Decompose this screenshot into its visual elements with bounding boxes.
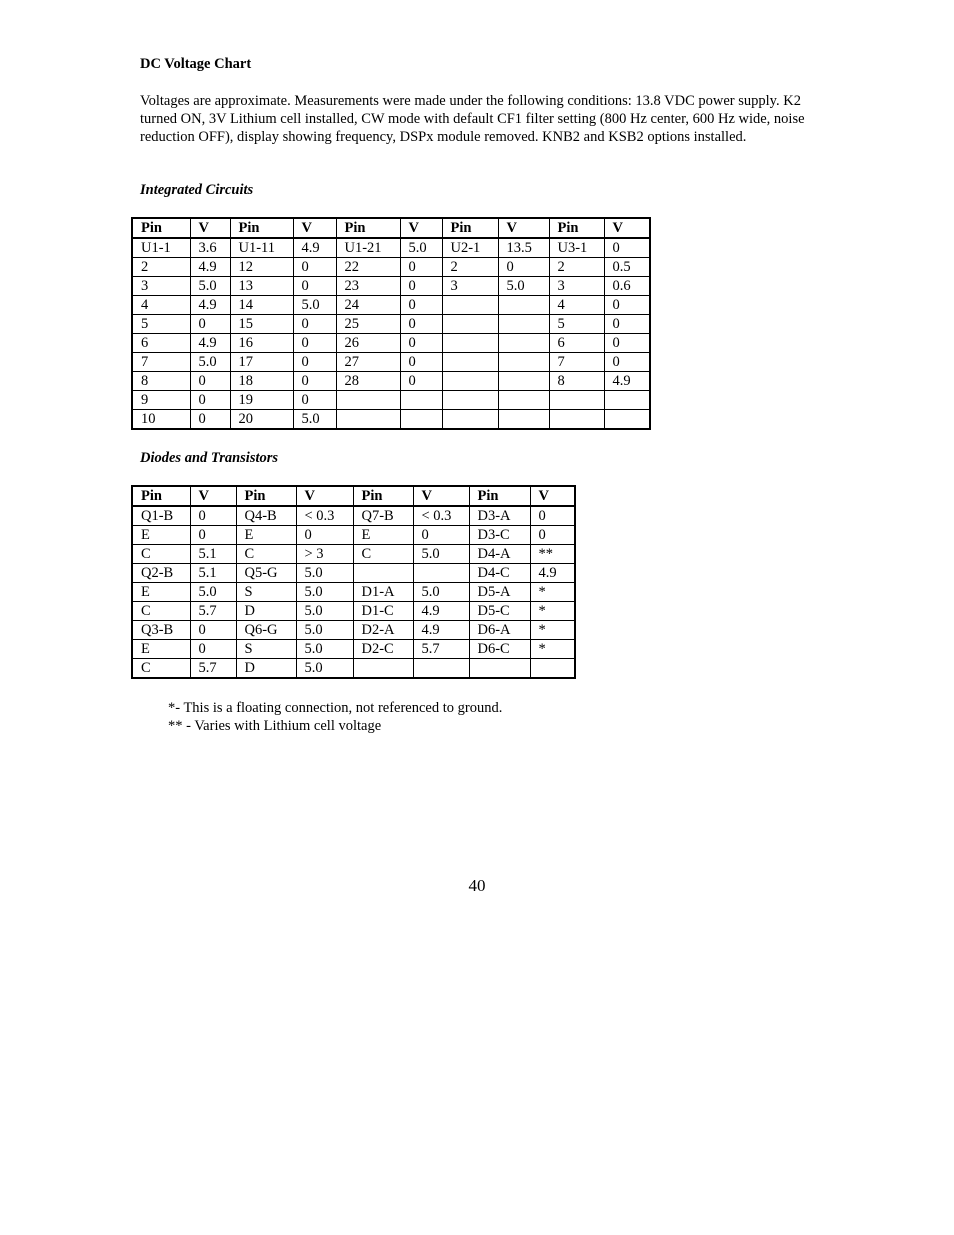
page-title: DC Voltage Chart [140, 56, 252, 72]
voltage-cell [530, 659, 575, 679]
voltage-cell: 5.0 [296, 640, 353, 659]
pin-cell: D1-C [353, 602, 413, 621]
voltage-cell: 0 [190, 640, 236, 659]
pin-cell [336, 391, 400, 410]
voltage-cell: 0.6 [604, 277, 650, 296]
table-row [132, 583, 575, 602]
pin-cell: 4 [549, 296, 604, 315]
voltage-cell: 0 [400, 353, 442, 372]
pin-cell: E [236, 526, 296, 545]
column-header: V [293, 218, 336, 238]
voltage-cell [413, 659, 469, 679]
voltage-cell: 0 [293, 334, 336, 353]
pin-cell: C [132, 602, 190, 621]
voltage-cell: 5.0 [296, 659, 353, 679]
pin-cell [549, 410, 604, 430]
column-header: V [190, 486, 236, 506]
pin-cell: 23 [336, 277, 400, 296]
column-header: Pin [469, 486, 530, 506]
voltage-cell: 4.9 [604, 372, 650, 391]
voltage-cell [498, 410, 549, 430]
pin-cell: D2-A [353, 621, 413, 640]
pin-cell: C [132, 659, 190, 679]
voltage-cell [498, 353, 549, 372]
pin-cell [442, 296, 498, 315]
voltage-cell: 0 [604, 315, 650, 334]
pin-cell: C [236, 545, 296, 564]
pin-cell: 19 [230, 391, 293, 410]
pin-cell: 6 [132, 334, 190, 353]
voltage-cell: 0 [293, 391, 336, 410]
voltage-cell: 0 [190, 526, 236, 545]
voltage-cell: 5.0 [190, 277, 230, 296]
ic-voltage-table [131, 217, 651, 430]
table-row [132, 545, 575, 564]
voltage-cell: * [530, 621, 575, 640]
table-row [132, 640, 575, 659]
pin-cell: 2 [132, 258, 190, 277]
column-header: V [296, 486, 353, 506]
voltage-cell: * [530, 640, 575, 659]
diodes-transistors-voltage-table [131, 485, 576, 679]
pin-cell: S [236, 583, 296, 602]
voltage-cell [604, 410, 650, 430]
pin-cell: 4 [132, 296, 190, 315]
voltage-cell: 5.0 [413, 545, 469, 564]
voltage-cell [498, 296, 549, 315]
pin-cell: D5-A [469, 583, 530, 602]
pin-cell: Q1-B [132, 506, 190, 526]
voltage-cell: 0 [530, 526, 575, 545]
voltage-cell: 0 [190, 410, 230, 430]
pin-cell: 13 [230, 277, 293, 296]
pin-cell: D2-C [353, 640, 413, 659]
voltage-cell: 4.9 [190, 334, 230, 353]
voltage-cell: 0 [293, 258, 336, 277]
pin-cell: D [236, 602, 296, 621]
table-row [132, 410, 650, 430]
voltage-cell: 5.1 [190, 564, 236, 583]
voltage-cell: 0 [400, 258, 442, 277]
table-row [132, 391, 650, 410]
table-row [132, 506, 575, 526]
table-row [132, 621, 575, 640]
voltage-cell: 13.5 [498, 238, 549, 258]
voltage-cell: 3.6 [190, 238, 230, 258]
intro-paragraph: Voltages are approximate. Measurements were made under the following conditions: 13.8 VDC power supply. K2 turned ON, 3V Lithium cell installed, CW mode with default CF1 filter setting (800 Hz center, 600 Hz wide, noise reduction OFF), display showing frequency, DSPx module removed. KNB2 and KSB2 options installed. [140, 93, 805, 145]
table-row [132, 372, 650, 391]
column-header: Pin [132, 486, 190, 506]
voltage-cell: 5.0 [293, 410, 336, 430]
voltage-cell: 5.0 [400, 238, 442, 258]
pin-cell: 9 [132, 391, 190, 410]
voltage-cell: * [530, 602, 575, 621]
pin-cell: Q3-B [132, 621, 190, 640]
voltage-cell: ** [530, 545, 575, 564]
pin-cell: 8 [549, 372, 604, 391]
section-heading-integrated-circuits: Integrated Circuits [140, 182, 254, 198]
column-header: Pin [230, 218, 293, 238]
pin-cell: 16 [230, 334, 293, 353]
pin-cell: D6-C [469, 640, 530, 659]
table-row [132, 334, 650, 353]
pin-cell: S [236, 640, 296, 659]
voltage-cell [400, 410, 442, 430]
pin-cell: E [132, 583, 190, 602]
pin-cell: 28 [336, 372, 400, 391]
pin-cell: 24 [336, 296, 400, 315]
voltage-cell: 5.1 [190, 545, 236, 564]
voltage-cell: 0 [400, 334, 442, 353]
pin-cell: E [353, 526, 413, 545]
voltage-cell: 5.0 [190, 583, 236, 602]
voltage-cell: 4.9 [293, 238, 336, 258]
voltage-cell: 4.9 [190, 258, 230, 277]
pin-cell: D5-C [469, 602, 530, 621]
pin-cell [549, 391, 604, 410]
voltage-cell: 0 [296, 526, 353, 545]
voltage-cell: 5.0 [413, 583, 469, 602]
voltage-cell: 5.0 [296, 564, 353, 583]
voltage-cell: 0 [293, 315, 336, 334]
footnote-lithium: ** - Varies with Lithium cell voltage [168, 718, 382, 734]
footnote-floating: *- This is a floating connection, not referenced to ground. [168, 700, 503, 716]
pin-cell: 6 [549, 334, 604, 353]
voltage-cell: 0 [413, 526, 469, 545]
pin-cell: Q2-B [132, 564, 190, 583]
column-header: V [498, 218, 549, 238]
pin-cell: 27 [336, 353, 400, 372]
voltage-cell: 0 [190, 315, 230, 334]
voltage-cell [604, 391, 650, 410]
table-row [132, 277, 650, 296]
pin-cell: E [132, 526, 190, 545]
pin-cell: 18 [230, 372, 293, 391]
pin-cell: 2 [549, 258, 604, 277]
voltage-cell: 5.7 [413, 640, 469, 659]
voltage-cell [413, 564, 469, 583]
pin-cell: 17 [230, 353, 293, 372]
voltage-cell: 5.0 [296, 583, 353, 602]
table-row [132, 659, 575, 679]
voltage-cell: 5.0 [190, 353, 230, 372]
voltage-cell [498, 315, 549, 334]
column-header: V [400, 218, 442, 238]
section-heading-diodes-transistors: Diodes and Transistors [140, 450, 279, 466]
table-row [132, 564, 575, 583]
pin-cell: 14 [230, 296, 293, 315]
column-header: Pin [336, 218, 400, 238]
pin-cell: 7 [132, 353, 190, 372]
table-row [132, 353, 650, 372]
voltage-cell: 5.0 [293, 296, 336, 315]
pin-cell: D3-A [469, 506, 530, 526]
column-header: Pin [442, 218, 498, 238]
voltage-cell: < 0.3 [413, 506, 469, 526]
pin-cell: D [236, 659, 296, 679]
pin-cell: D1-A [353, 583, 413, 602]
pin-cell: Q6-G [236, 621, 296, 640]
pin-cell: 22 [336, 258, 400, 277]
pin-cell [353, 659, 413, 679]
table-header-row [132, 486, 575, 506]
pin-cell: 8 [132, 372, 190, 391]
pin-cell: 10 [132, 410, 190, 430]
voltage-cell: 0 [400, 372, 442, 391]
pin-cell: 7 [549, 353, 604, 372]
pin-cell: 15 [230, 315, 293, 334]
pin-cell [442, 372, 498, 391]
voltage-cell: < 0.3 [296, 506, 353, 526]
pin-cell: D4-A [469, 545, 530, 564]
voltage-cell: 0 [498, 258, 549, 277]
pin-cell [442, 353, 498, 372]
pin-cell: Q4-B [236, 506, 296, 526]
voltage-cell: 0.5 [604, 258, 650, 277]
pin-cell: 20 [230, 410, 293, 430]
column-header: Pin [236, 486, 296, 506]
voltage-cell [498, 372, 549, 391]
pin-cell [442, 391, 498, 410]
voltage-cell: 5.0 [296, 621, 353, 640]
pin-cell [442, 315, 498, 334]
table-row [132, 296, 650, 315]
voltage-cell: 0 [190, 506, 236, 526]
pin-cell [469, 659, 530, 679]
pin-cell: 3 [132, 277, 190, 296]
table-row [132, 258, 650, 277]
pin-cell: U1-21 [336, 238, 400, 258]
voltage-cell: 5.0 [498, 277, 549, 296]
footnotes [168, 699, 502, 735]
voltage-cell: 4.9 [190, 296, 230, 315]
pin-cell: U2-1 [442, 238, 498, 258]
pin-cell: D3-C [469, 526, 530, 545]
voltage-cell: 4.9 [413, 621, 469, 640]
pin-cell: 3 [442, 277, 498, 296]
voltage-cell: 5.7 [190, 659, 236, 679]
pin-cell: 26 [336, 334, 400, 353]
pin-cell [442, 334, 498, 353]
pin-cell: D4-C [469, 564, 530, 583]
table-row [132, 315, 650, 334]
pin-cell: 5 [549, 315, 604, 334]
column-header: Pin [549, 218, 604, 238]
pin-cell: 12 [230, 258, 293, 277]
voltage-cell: 4.9 [530, 564, 575, 583]
table-row [132, 238, 650, 258]
voltage-cell: 0 [604, 238, 650, 258]
voltage-cell: * [530, 583, 575, 602]
voltage-cell: 0 [530, 506, 575, 526]
pin-cell: 25 [336, 315, 400, 334]
voltage-cell: 0 [604, 353, 650, 372]
column-header: Pin [132, 218, 190, 238]
voltage-cell: 0 [604, 334, 650, 353]
voltage-cell: 4.9 [413, 602, 469, 621]
column-header: V [190, 218, 230, 238]
pin-cell: 2 [442, 258, 498, 277]
pin-cell: Q7-B [353, 506, 413, 526]
voltage-cell: 0 [293, 353, 336, 372]
pin-cell: C [353, 545, 413, 564]
voltage-cell: 0 [190, 372, 230, 391]
pin-cell: U1-1 [132, 238, 190, 258]
table-row [132, 602, 575, 621]
pin-cell: 3 [549, 277, 604, 296]
voltage-cell: 0 [293, 277, 336, 296]
voltage-cell: 0 [293, 372, 336, 391]
pin-cell: Q5-G [236, 564, 296, 583]
pin-cell [353, 564, 413, 583]
voltage-cell [498, 391, 549, 410]
column-header: V [604, 218, 650, 238]
column-header: Pin [353, 486, 413, 506]
voltage-cell [498, 334, 549, 353]
table-header-row [132, 218, 650, 238]
voltage-cell: 0 [190, 391, 230, 410]
pin-cell: D6-A [469, 621, 530, 640]
table-row [132, 526, 575, 545]
voltage-cell: 0 [190, 621, 236, 640]
pin-cell [442, 410, 498, 430]
pin-cell: 5 [132, 315, 190, 334]
voltage-cell [400, 391, 442, 410]
column-header: V [413, 486, 469, 506]
voltage-cell: 0 [400, 277, 442, 296]
page-number: 40 [468, 876, 486, 895]
voltage-cell: > 3 [296, 545, 353, 564]
voltage-cell: 0 [400, 315, 442, 334]
voltage-cell: 5.0 [296, 602, 353, 621]
voltage-cell: 5.7 [190, 602, 236, 621]
voltage-cell: 0 [400, 296, 442, 315]
pin-cell: U1-11 [230, 238, 293, 258]
pin-cell: U3-1 [549, 238, 604, 258]
column-header: V [530, 486, 575, 506]
voltage-cell: 0 [604, 296, 650, 315]
pin-cell: E [132, 640, 190, 659]
pin-cell: C [132, 545, 190, 564]
pin-cell [336, 410, 400, 430]
